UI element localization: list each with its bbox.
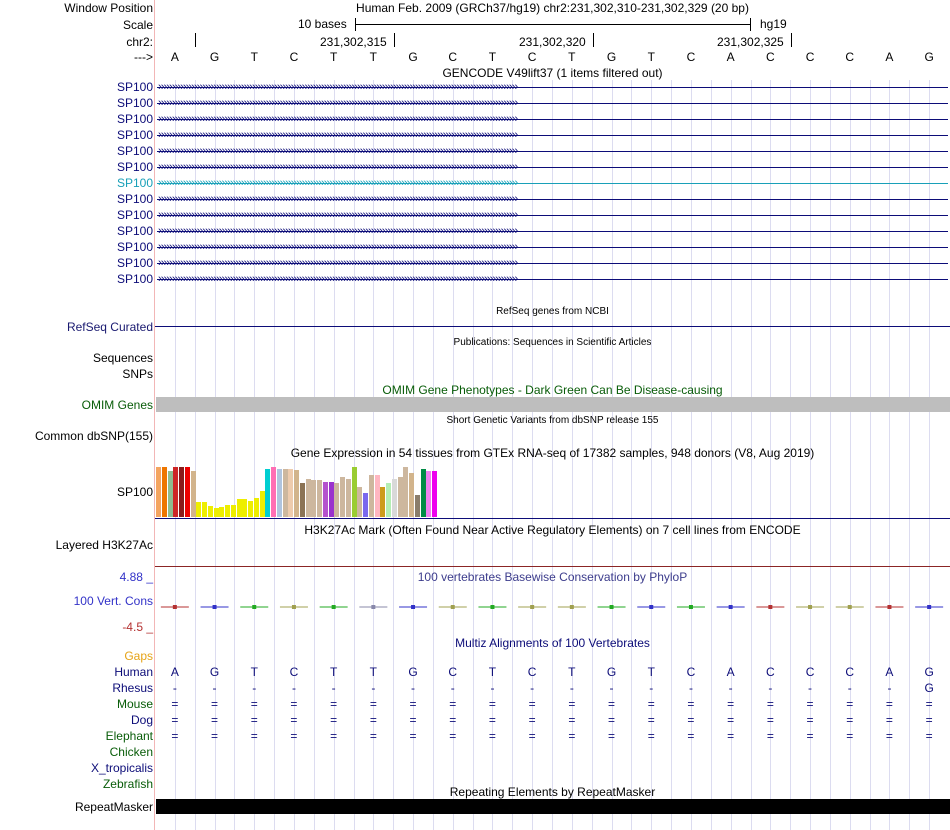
gtex-tissue-bar[interactable] [346,479,351,517]
dbsnp-track-title[interactable]: Short Genetic Variants from dbSNP release 155 [446,415,659,426]
multiz-species-label[interactable]: Elephant [105,729,153,743]
gtex-track-title[interactable]: Gene Expression in 54 tissues from GTEx RNA-seq of 17382 samples, 948 donors (V8, Aug 2019) [290,446,815,460]
ruler-tick [593,33,594,47]
gtex-tissue-bar[interactable] [357,487,362,517]
phylop-conservation-plot[interactable] [155,596,950,620]
phylop-score-point [768,605,772,609]
multiz-base: = [568,713,576,727]
gtex-tissue-bar[interactable] [300,483,305,517]
multiz-species-label[interactable]: Chicken [109,745,153,759]
multiz-base: = [727,713,735,727]
omim-track-title[interactable]: OMIM Gene Phenotypes - Dark Green Can Be Disease-causing [382,383,723,397]
multiz-base: C [845,665,855,679]
strand-arrows: ›››››››››››››››››››››››››››››››››››››››››››››››››››››››››››››››››››››››››››››››››››››››››››››››››››››››››››››››››››››››››››››››››› [158,209,518,220]
multiz-base: = [846,713,854,727]
refseq-track-label[interactable]: RefSeq Curated [66,320,153,334]
dbsnp-track-label[interactable]: Common dbSNP(155) [34,429,153,443]
gtex-tissue-bar[interactable] [237,499,242,517]
gtex-tissue-bar[interactable] [191,471,196,517]
multiz-base: = [369,713,377,727]
base-letter: G [924,50,934,64]
phylop-score-point [689,605,693,609]
gtex-tissue-bar[interactable] [248,501,253,517]
gtex-tissue-bar[interactable] [208,506,213,517]
multiz-base: = [290,697,298,711]
base-letter: C [289,50,299,64]
base-letter: C [448,50,458,64]
base-letter: G [606,50,617,64]
h3k27ac-baseline [155,566,950,567]
gtex-tissue-bar[interactable] [196,502,201,517]
multiz-base: G [209,665,220,679]
gtex-tissue-bar[interactable] [219,507,224,517]
gtex-tissue-bar[interactable] [403,467,408,517]
multiz-base: = [846,697,854,711]
multiz-base: = [250,697,258,711]
multiz-base: G [924,681,934,695]
gtex-tissue-bar[interactable] [294,470,299,517]
multiz-base: - [371,681,376,695]
phylop-score-point [570,605,574,609]
gencode-track-title[interactable]: GENCODE V49lift37 (1 items filtered out) [442,66,663,80]
phylop-max-label: 4.88 _ [119,570,153,584]
phylop-score-point [292,605,296,609]
multiz-base: - [331,681,336,695]
multiz-base: G [924,665,934,679]
multiz-base: = [369,697,377,711]
base-letter: C [527,50,537,64]
multiz-base: T [488,665,497,679]
multiz-base: - [212,681,217,695]
strand-arrows: ›››››››››››››››››››››››››››››››››››››››››››››››››››››››››››››››››››››››››››››››››››››››››››››››››››››››››››››››››››››››››››››››››› [158,97,518,108]
strand-label: ---> [134,50,153,64]
multiz-base: C [766,665,775,679]
chromosome-label: chr2: [126,35,153,49]
multiz-base: = [727,729,735,743]
gtex-tissue-bar[interactable] [271,467,276,517]
gtex-tissue-bar[interactable] [369,475,374,517]
gtex-tissue-bar[interactable] [277,469,282,517]
multiz-base: = [925,729,933,743]
multiz-base: = [171,697,179,711]
base-letter: A [885,50,894,64]
multiz-base: A [885,665,894,679]
gtex-tissue-bar[interactable] [288,469,293,517]
base-letter: C [845,50,855,64]
multiz-base: = [766,697,774,711]
multiz-base: C [527,665,537,679]
h3k27ac-track-title[interactable]: H3K27Ac Mark (Often Found Near Active Regulatory Elements) on 7 cell lines from ENCODE [304,523,801,537]
multiz-base: - [728,681,733,695]
strand-arrows: ›››››››››››››››››››››››››››››››››››››››››››››››››››››››››››››››››››››››››››››››››››››››››››››››››››››››››››››››››››››››››››››››››› [158,113,518,124]
multiz-base: = [449,697,457,711]
repeatmasker-track-title[interactable]: Repeating Elements by RepeatMasker [449,785,656,799]
multiz-base: - [688,681,693,695]
base-letter: C [805,50,815,64]
multiz-base: - [252,681,257,695]
multiz-base: T [369,665,378,679]
multiz-base: = [171,729,179,743]
scale-label: Scale [122,18,153,32]
gencode-transcript-label[interactable]: SP100 [116,144,153,158]
multiz-base: = [528,729,536,743]
gencode-transcript-label[interactable]: SP100 [116,272,153,286]
multiz-species-label[interactable]: Zebrafish [102,777,153,791]
multiz-base: = [925,713,933,727]
multiz-base: - [768,681,773,695]
multiz-base: = [727,697,735,711]
multiz-base: = [488,697,496,711]
multiz-base: = [568,729,576,743]
strand-arrows: ›››››››››››››››››››››››››››››››››››››››››››››››››››››››››››››››››››››››››››››››››››››››››››››››››››››››››››››››››››››››››››››››››› [158,161,518,172]
refseq-track-title[interactable]: RefSeq genes from NCBI [496,306,609,317]
strand-arrows: ›››››››››››››››››››››››››››››››››››››››››››››››››››››››››››››››››››››››››››››››››››››››››››››››››››››››››››››››››››››››››››››››››› [158,193,518,204]
gtex-tissue-bar[interactable] [162,467,167,517]
gtex-tissue-bar[interactable] [242,499,247,517]
gtex-tissue-bar[interactable] [392,479,397,517]
phylop-track-title[interactable]: 100 vertebrates Basewise Conservation by PhyloP [417,570,688,584]
phylop-score-point [411,605,415,609]
multiz-base: = [171,713,179,727]
ruler-position-3: 231,302,325 [717,35,784,49]
base-letter: A [726,50,735,64]
multiz-base: = [647,697,655,711]
base-letter: T [568,50,576,64]
base-letter: T [647,50,655,64]
multiz-base: = [568,697,576,711]
multiz-base: = [925,697,933,711]
multiz-base: = [806,729,814,743]
phylop-score-point [729,605,733,609]
multiz-species-label[interactable]: Dog [130,713,153,727]
multiz-gaps-label: Gaps [124,649,153,663]
gencode-transcript-label[interactable]: SP100 [116,128,153,142]
multiz-base: - [649,681,654,695]
multiz-base: T [647,665,655,679]
multiz-base: C [448,665,458,679]
repeatmasker-feature-bar[interactable] [156,799,950,814]
multiz-base: C [686,665,696,679]
multiz-base: G [408,665,418,679]
sequences-label[interactable]: Sequences [92,351,153,365]
multiz-base: = [806,697,814,711]
multiz-base: - [411,681,416,695]
multiz-base: - [450,681,455,695]
gencode-transcript-label[interactable]: SP100 [116,160,153,174]
phylop-score-point [451,605,455,609]
gtex-tissue-bar[interactable] [179,467,184,517]
gtex-tissue-bar[interactable] [265,469,270,517]
phylop-score-point [490,605,494,609]
h3k27ac-track-label[interactable]: Layered H3K27Ac [55,538,153,552]
gtex-tissue-bar[interactable] [214,508,219,517]
multiz-base: = [409,729,417,743]
gtex-tissue-bar[interactable] [260,491,265,517]
multiz-base: = [449,729,457,743]
gtex-tissue-bar[interactable] [352,467,357,517]
multiz-base: = [687,729,695,743]
phylop-score-point [848,605,852,609]
multiz-species-label[interactable]: X_tropicalis [90,761,153,775]
multiz-track-title[interactable]: Multiz Alignments of 100 Vertebrates [455,636,650,650]
multiz-base: = [885,729,893,743]
multiz-base: = [290,713,298,727]
gtex-gene-line[interactable] [155,518,950,519]
phylop-score-point [887,605,891,609]
base-letter: T [250,50,258,64]
gtex-tissue-bar[interactable] [380,487,385,517]
multiz-base: - [609,681,614,695]
gtex-tissue-bar[interactable] [415,495,420,517]
gencode-transcript-label[interactable]: SP100 [116,96,153,110]
phylop-score-point [808,605,812,609]
ruler-position-1: 231,302,315 [320,35,387,49]
multiz-base: T [329,665,338,679]
gtex-tissue-bar[interactable] [202,502,207,517]
scale-bar-right-tick [750,18,751,31]
gtex-tissue-bar[interactable] [375,475,380,517]
gencode-transcript-label[interactable]: SP100 [116,240,153,254]
phylop-score-point [649,605,653,609]
gtex-tissue-bar[interactable] [168,471,173,517]
multiz-base: = [488,729,496,743]
gtex-track-label[interactable]: SP100 [116,485,153,499]
phylop-score-point [332,605,336,609]
phylop-score-point [530,605,534,609]
multiz-base: A [170,665,179,679]
multiz-base: = [608,713,616,727]
gtex-tissue-bar[interactable] [329,482,334,517]
multiz-base: = [211,697,219,711]
multiz-base: = [608,697,616,711]
repeatmasker-track-label[interactable]: RepeatMasker [74,800,153,814]
ruler-tick [195,33,196,47]
multiz-base: = [766,729,774,743]
phylop-track-label[interactable]: 100 Vert. Cons [73,594,153,608]
gtex-tissue-bar[interactable] [254,498,259,517]
multiz-base: = [211,729,219,743]
phylop-score-point [610,605,614,609]
base-letter: T [369,50,378,64]
gtex-tissue-bar[interactable] [398,477,403,517]
ruler-tick [394,33,395,47]
gtex-tissue-bar[interactable] [156,467,161,517]
window-position-label: Window Position [64,1,153,15]
multiz-base: = [290,729,298,743]
multiz-base: = [846,729,854,743]
multiz-base: T [250,665,258,679]
phylop-min-label: -4.5 _ [122,620,153,634]
multiz-base: = [330,713,338,727]
gencode-transcript-label[interactable]: SP100 [116,192,153,206]
multiz-base: T [568,665,576,679]
assembly-label: hg19 [760,17,787,31]
base-letter: T [488,50,497,64]
multiz-base: = [369,729,377,743]
gtex-tissue-bar[interactable] [334,483,339,517]
scale-text: 10 bases [298,17,347,31]
multiz-base: = [409,713,417,727]
multiz-base: G [606,665,617,679]
strand-arrows: ›››››››››››››››››››››››››››››››››››››››››››››››››››››››››››››››››››››››››››››››››››››››››››››››››››››››››››››››››››››››››››››››››› [158,129,518,140]
phylop-score-point [213,605,217,609]
multiz-species-label[interactable]: Mouse [116,697,153,711]
strand-arrows: ›››››››››››››››››››››››››››››››››››››››››››››››››››››››››››››››››››››››››››››››››››››››››››››››››››››››››››››››››››››››››››››››››› [158,177,518,188]
gencode-transcript-label[interactable]: SP100 [116,80,153,94]
multiz-base: = [885,713,893,727]
gtex-tissue-bar[interactable] [311,480,316,517]
gtex-tissue-bar[interactable] [432,471,437,517]
omim-track-label[interactable]: OMIM Genes [81,398,153,412]
gtex-tissue-bar[interactable] [421,469,426,517]
gtex-tissue-bar[interactable] [340,477,345,517]
publications-track-title[interactable]: Publications: Sequences in Scientific Articles [453,337,652,348]
base-letter: G [408,50,418,64]
gtex-tissue-bar[interactable] [409,473,414,517]
multiz-base: = [687,713,695,727]
multiz-base: = [250,713,258,727]
multiz-base: - [808,681,813,695]
strand-arrows: ›››››››››››››››››››››››››››››››››››››››››››››››››››››››››››››››››››››››››››››››››››››››››››››››››››››››››››››››››››››››››››››››››› [158,145,518,156]
multiz-base: C [289,665,299,679]
multiz-base: = [528,697,536,711]
multiz-base: = [687,697,695,711]
gencode-transcript-label[interactable]: SP100 [116,208,153,222]
base-letter: A [170,50,179,64]
snps-label[interactable]: SNPs [122,367,153,381]
multiz-base: - [569,681,574,695]
multiz-base: = [330,697,338,711]
gencode-transcript-label[interactable]: SP100 [116,176,153,190]
base-letter: C [766,50,775,64]
gtex-tissue-bar[interactable] [306,479,311,517]
ruler-tick [791,33,792,47]
scale-bar [355,24,751,25]
gtex-tissue-bar[interactable] [386,483,391,517]
multiz-base: = [647,729,655,743]
gtex-tissue-bar[interactable] [225,505,230,517]
gtex-tissue-bar[interactable] [231,505,236,517]
multiz-base: - [291,681,296,695]
multiz-base: - [847,681,852,695]
multiz-base: = [409,697,417,711]
refseq-gene-line[interactable] [155,326,950,327]
phylop-score-point [927,605,931,609]
ruler-position-2: 231,302,320 [519,35,586,49]
omim-feature-bar[interactable] [156,397,950,412]
multiz-base: - [887,681,892,695]
multiz-base: = [449,713,457,727]
strand-arrows: ›››››››››››››››››››››››››››››››››››››››››››››››››››››››››››››››››››››››››››››››››››››››››››››››››››››››››››››››››››››››››››››››››› [158,241,518,252]
multiz-species-label[interactable]: Rhesus [112,681,153,695]
multiz-base: - [490,681,495,695]
scale-bar-left-tick [355,18,356,31]
phylop-score-point [252,605,256,609]
gtex-tissue-bar[interactable] [185,467,190,517]
multiz-base: = [608,729,616,743]
multiz-base: A [726,665,735,679]
gencode-transcript-label[interactable]: SP100 [116,112,153,126]
phylop-score-point [173,605,177,609]
multiz-base: = [806,713,814,727]
strand-arrows: ›››››››››››››››››››››››››››››››››››››››››››››››››››››››››››››››››››››››››››››››››››››››››››››››››››››››››››››››››››››››››››››››››› [158,225,518,236]
gencode-transcript-label[interactable]: SP100 [116,256,153,270]
window-position-value: Human Feb. 2009 (GRCh37/hg19) chr2:231,302,310-231,302,329 (20 bp) [356,1,749,15]
multiz-base: = [766,713,774,727]
multiz-base: - [172,681,177,695]
multiz-base: = [488,713,496,727]
multiz-base: - [530,681,535,695]
base-letter: G [209,50,220,64]
multiz-base: = [885,697,893,711]
gtex-tissue-bar[interactable] [283,469,288,517]
gtex-tissue-bar[interactable] [426,471,431,517]
base-letter: C [686,50,696,64]
gtex-tissue-bar[interactable] [363,493,368,517]
gtex-tissue-bar[interactable] [317,480,322,517]
strand-arrows: ›››››››››››››››››››››››››››››››››››››››››››››››››››››››››››››››››››››››››››››››››››››››››››››››››››››››››››››››››››››››››››››››››› [158,81,518,92]
multiz-base: = [330,729,338,743]
phylop-score-point [371,605,375,609]
strand-arrows: ›››››››››››››››››››››››››››››››››››››››››››››››››››››››››››››››››››››››››››››››››››››››››››››››››››››››››››››››››››››››››››››››››› [158,257,518,268]
multiz-base: = [647,713,655,727]
multiz-species-label[interactable]: Human [114,665,153,679]
multiz-base: C [805,665,815,679]
strand-arrows: ›››››››››››››››››››››››››››››››››››››››››››››››››››››››››››››››››››››››››››››››››››››››››››››››››››››››››››››››››››››››››››››››››› [158,273,518,284]
base-letter: T [329,50,338,64]
multiz-base: = [528,713,536,727]
gencode-transcript-label[interactable]: SP100 [116,224,153,238]
gtex-tissue-bar[interactable] [173,467,178,517]
multiz-base: = [250,729,258,743]
multiz-base: = [211,713,219,727]
gtex-tissue-bar[interactable] [323,482,328,517]
